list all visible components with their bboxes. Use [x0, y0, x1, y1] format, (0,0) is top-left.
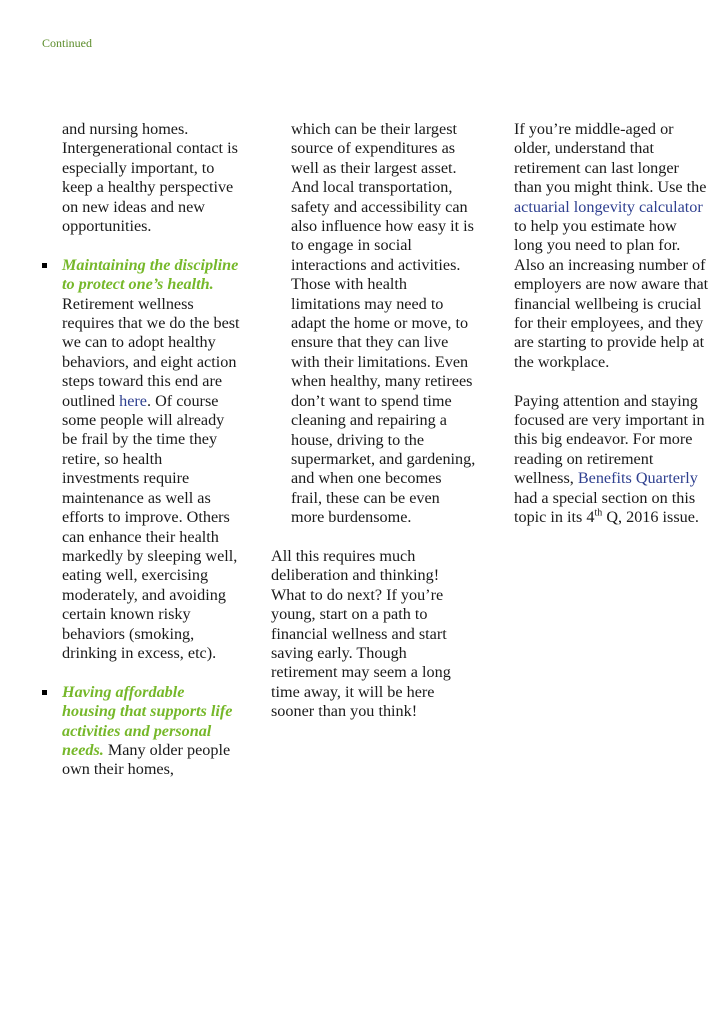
bullet-paragraph — [62, 683, 242, 780]
bullet-text: Many older people own their homes, — [62, 740, 231, 779]
further-reading-paragraph — [514, 392, 709, 528]
benefits-quarterly-link[interactable]: Benefits Quarterly — [577, 469, 698, 488]
paragraph-text-end: Q, 2016 issue. — [602, 508, 699, 527]
paragraph-text-continued: to help you estimate how long you need to plan for. Also an increasing number of employers are now aware that financial wellbeing is crucial for their employees, and they are starting to provide help at the workplace. — [514, 217, 709, 371]
bullet-paragraph — [62, 256, 242, 664]
intro-paragraph: and nursing homes. Intergenerational contact is especially important, to keep a healthy perspective on new ideas and new opportunities. — [62, 120, 238, 236]
bullet-icon — [42, 690, 47, 695]
paragraph-text-continued: had a special section on this topic in its 4 — [514, 488, 696, 527]
bullet-item-housing — [42, 683, 242, 780]
continued-label: Continued — [42, 36, 92, 50]
paragraph-text: If you’re middle-aged or older, understand that retirement can last longer than you might think. Use the — [514, 120, 707, 197]
actuarial-longevity-calculator-link[interactable]: actuarial longevity calculator — [514, 197, 703, 216]
deliberation-paragraph: All this requires much deliberation and thinking! What to do next? If you’re young, start on a path to financial wellness and start saving early. Though retirement may seem a long time away, it will be here sooner than you think! — [271, 546, 451, 721]
bullet-heading: Having affordable housing that supports life activities and personal needs. — [62, 682, 233, 759]
bullet-item-health — [42, 256, 242, 664]
column-3 — [514, 120, 709, 528]
longevity-paragraph — [514, 120, 709, 372]
column-1 — [42, 120, 242, 780]
ordinal-superscript: th — [594, 507, 603, 519]
column-2 — [271, 120, 476, 722]
bullet-text: Retirement wellness requires that we do the best we can to adopt healthy behaviors, and eight action steps toward this end are outlined — [62, 294, 240, 410]
bullet-heading: Maintaining the discipline to protect one’s health. — [62, 255, 239, 294]
here-link[interactable]: here — [119, 391, 147, 410]
bullet-text-continued: . Of course some people will already be frail by the time they retire, so health investments require maintenance as well as efforts to improve. Others can enhance their health markedly by sleeping well, eating well, exercising moderately, and avoiding certain known risky behaviors (smoking, drinking in excess, etc). — [62, 391, 238, 662]
housing-paragraph: which can be their largest source of expenditures as well as their largest asset. And local transportation, safety and accessibility can also influence how easy it is to engage in social interactions and activities. Those with health limitations may need to adapt the home or move, to ensure that they can live with their limitations. Even when healthy, many retirees don’t want to spend time cleaning and repairing a house, driving to the supermarket, and gardening, and when one becomes frail, these can be even more burdensome. — [291, 120, 476, 527]
bullet-icon — [42, 263, 47, 268]
paragraph-text: Paying attention and staying focused are very important in this big endeavor. For more reading on retirement wellness, — [514, 391, 705, 488]
